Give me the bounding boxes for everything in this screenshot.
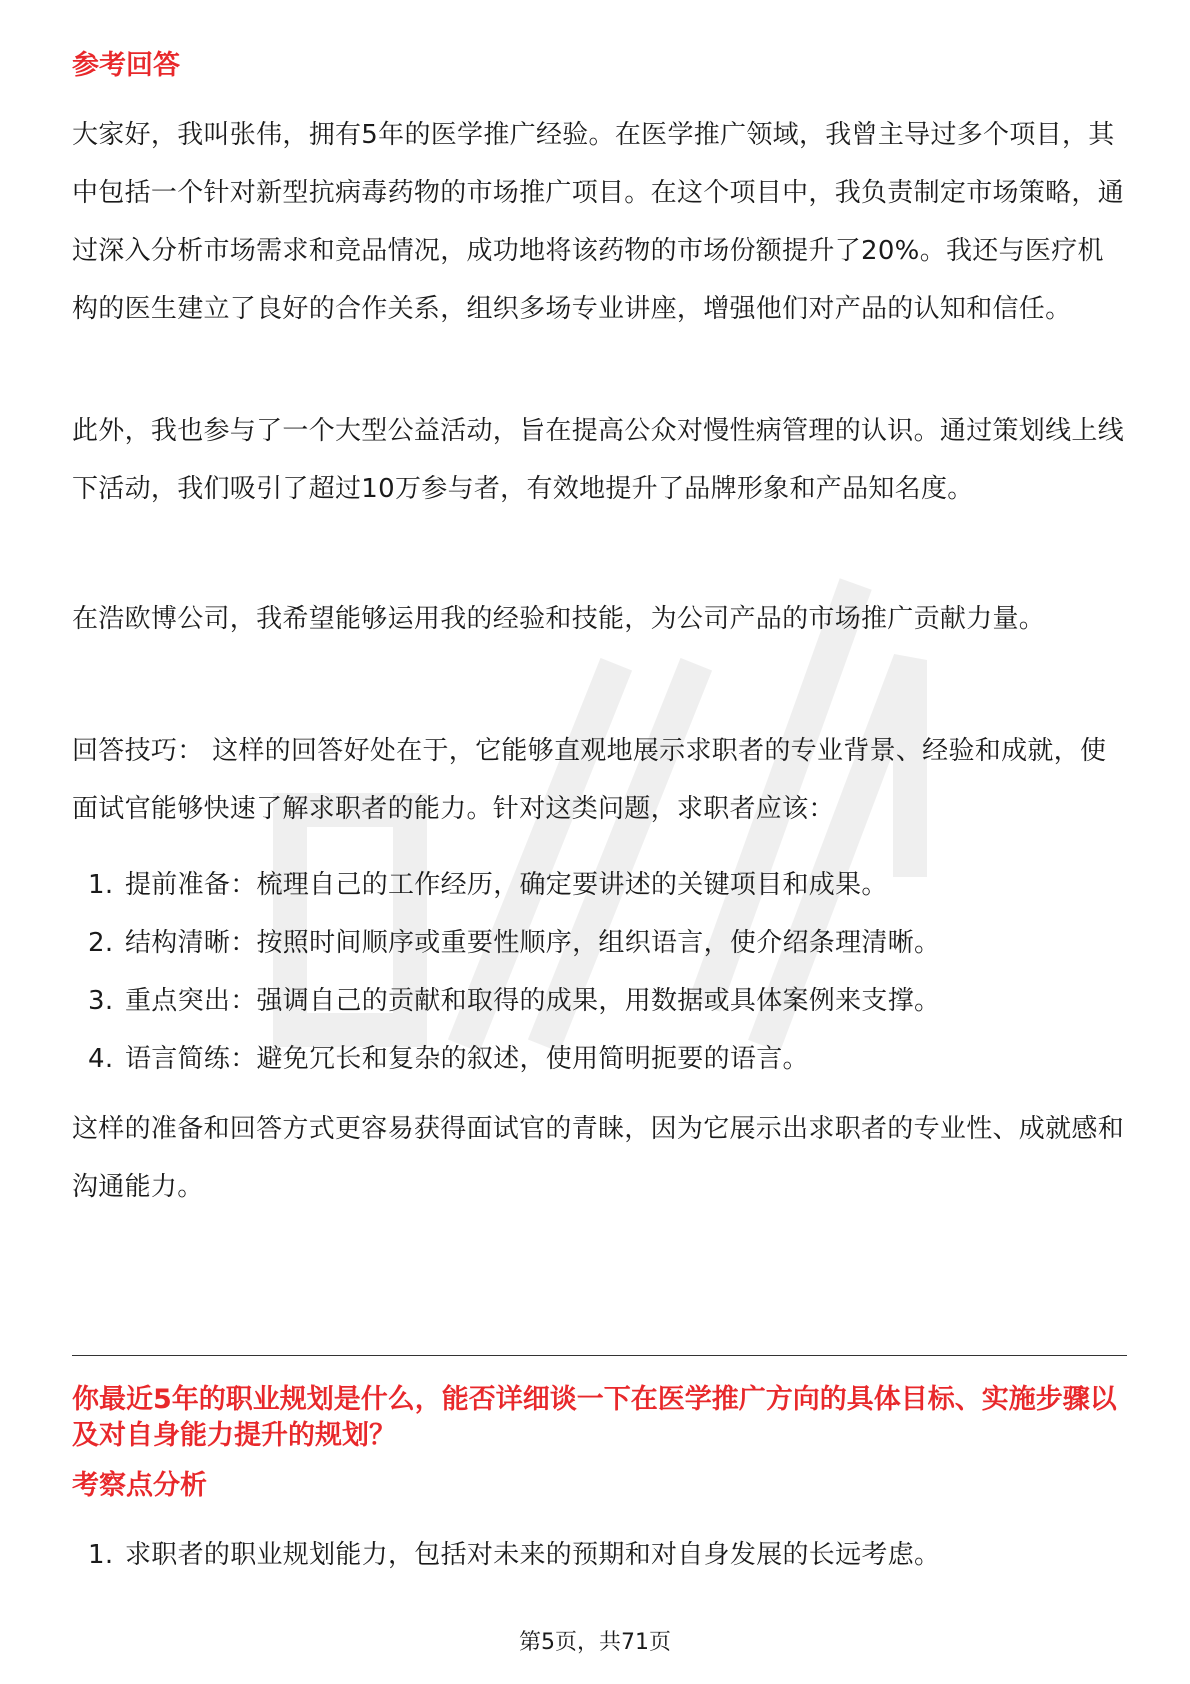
- analysis-list: [72, 1526, 1127, 1584]
- list-item: 2. 结构清晰：按照时间顺序或重要性顺序，组织语言，使介绍条理清晰。: [88, 928, 941, 958]
- list-item: 1. 求职者的职业规划能力，包括对未来的预期和对自身发展的长远考虑。: [88, 1540, 941, 1570]
- document-page: [72, 0, 1127, 1684]
- list-item: 1. 提前准备：梳理自己的工作经历，确定要讲述的关键项目和成果。: [88, 870, 888, 900]
- answer-paragraph-charity: 此外，我也参与了一个大型公益活动，旨在提高公众对慢性病管理的认识。通过策划线上线下活动，我们吸引了超过10万参与者，有效地提升了品牌形象和产品知名度。: [72, 416, 1125, 504]
- list-item: 4. 语言简练：避免冗长和复杂的叙述，使用简明扼要的语言。: [88, 1044, 809, 1074]
- answer-conclusion: 这样的准备和回答方式更容易获得面试官的青睐，因为它展示出求职者的专业性、成就感和沟通能力。: [72, 1114, 1125, 1202]
- list-item: 3. 重点突出：强调自己的贡献和取得的成果，用数据或具体案例来支撑。: [88, 986, 941, 1016]
- analysis-heading: 考察点分析: [72, 1470, 207, 1501]
- answer-paragraph-intro: 大家好，我叫张伟，拥有5年的医学推广经验。在医学推广领域，我曾主导过多个项目，其中包括一个针对新型抗病毒药物的市场推广项目。在这个项目中，我负责制定市场策略，通过深入分析市场需求和竞品情况，成功地将该药物的市场份额提升了20%。我还与医疗机构的医生建立了良好的合作关系，组织多场专业讲座，增强他们对产品的认知和信任。: [72, 120, 1125, 324]
- page-number: 第5页，共71页: [519, 1630, 671, 1655]
- tips-list: [72, 856, 1127, 1088]
- answer-paragraph-company: 在浩欧博公司，我希望能够运用我的经验和技能，为公司产品的市场推广贡献力量。: [72, 604, 1046, 634]
- section-divider: [72, 1355, 1127, 1356]
- reference-answer-heading: 参考回答: [72, 50, 180, 81]
- answer-tips-intro: 回答技巧： 这样的回答好处在于，它能够直观地展示求职者的专业背景、经验和成就，使面试官能够快速了解求职者的能力。针对这类问题，求职者应该：: [72, 736, 1107, 824]
- next-question: 你最近5年的职业规划是什么，能否详细谈一下在医学推广方向的具体目标、实施步骤以及对自身能力提升的规划？: [72, 1384, 1117, 1451]
